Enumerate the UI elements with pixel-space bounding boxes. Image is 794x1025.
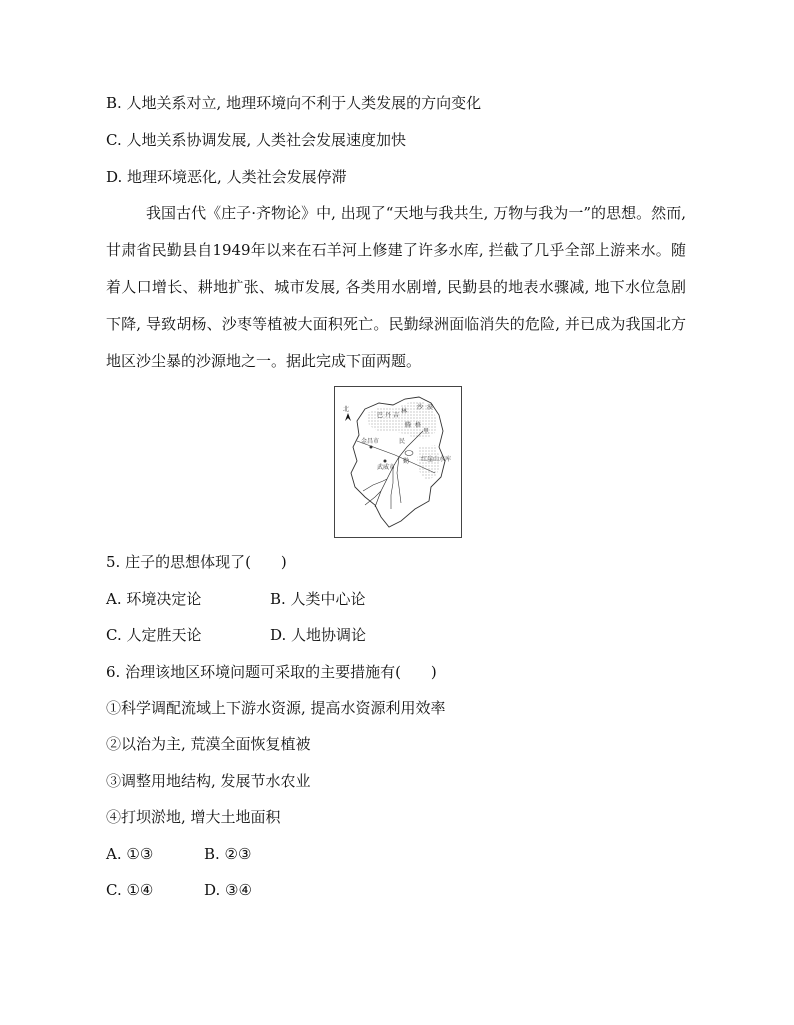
reservoir-symbol	[405, 451, 413, 456]
question6-option-c: C. ①④	[106, 881, 154, 899]
map-label-teng: 腾	[405, 422, 412, 429]
map-label-lin: 林	[401, 408, 408, 415]
wuwei-city-point	[384, 460, 387, 463]
question6-option-d: D. ③④	[204, 881, 252, 899]
question6-item-3: ③调整用地结构, 发展节水农业	[106, 772, 311, 790]
map-svg	[335, 387, 461, 537]
map-label-ge: 格	[415, 422, 422, 429]
map-label-ba: 巴	[377, 412, 384, 419]
question5-stem: 5. 庄子的思想体现了( )	[106, 553, 287, 571]
question5-option-a: A. 环境决定论	[106, 590, 202, 608]
map-label-wuwei: 武威市	[377, 464, 396, 471]
question6-item-1: ①科学调配流域上下游水资源, 提高水资源利用效率	[106, 699, 446, 717]
question6-stem: 6. 治理该地区环境问题可采取的主要措施有( )	[106, 663, 437, 681]
reading-passage: 我国古代《庄子·齐物论》中, 出现了“天地与我共生, 万物与我为一”的思想。然而, 甘肃省民勤县自1949年以来在石羊河上修建了许多水库, 拦截了几乎全部上游来水。随着人口增长、耕地扩张、城市发展, 各类用水剧增, 民勤县的地表水骤减, 地下水位急剧下降, 导致胡杨、沙枣等植被大面积死亡。民勤绿洲面临消失的危险, 并已成为我国北方地区沙尘暴的沙源地之一。据此完成下面两题。	[106, 204, 686, 370]
map-label-dan: 丹	[385, 412, 392, 419]
question6-item-2: ②以治为主, 荒漠全面恢复植被	[106, 735, 311, 753]
north-label: 北	[343, 406, 350, 413]
question6-option-a: A. ①③	[106, 845, 154, 863]
prev-option-b: B. 人地关系对立, 地理环境向不利于人类发展的方向变化	[106, 94, 482, 112]
jinchang-city-point	[370, 446, 373, 449]
prev-option-d: D. 地理环境恶化, 人类社会发展停滞	[106, 168, 347, 186]
question6-item-4: ④打坝淤地, 增大土地面积	[106, 808, 281, 826]
question5-option-d: D. 人地协调论	[270, 626, 367, 644]
map-label-hongyashan: 红崖山水库	[421, 456, 452, 463]
map-label-mo: 漠	[427, 404, 434, 411]
map-label-li: 里	[423, 428, 430, 435]
minqin-map-figure	[334, 386, 462, 538]
question5-option-c: C. 人定胜天论	[106, 626, 202, 644]
map-label-qin: 勤	[403, 458, 410, 465]
map-label-jinchang: 金昌市	[361, 438, 380, 445]
prev-option-c: C. 人地关系协调发展, 人类社会发展速度加快	[106, 131, 407, 149]
north-arrow-icon	[345, 413, 351, 421]
map-label-min: 民	[399, 438, 406, 445]
map-label-ji: 吉	[393, 412, 400, 419]
question6-option-b: B. ②③	[204, 845, 252, 863]
map-label-sha: 沙	[417, 404, 424, 411]
question5-option-b: B. 人类中心论	[270, 590, 366, 608]
